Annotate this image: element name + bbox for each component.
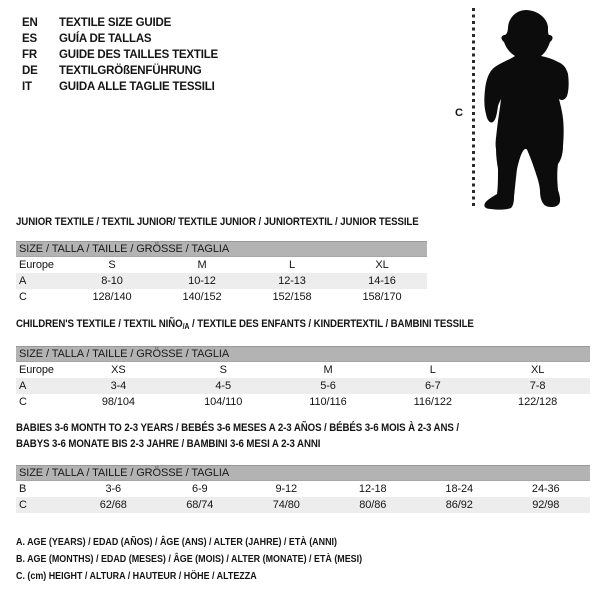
language-code: FR xyxy=(22,49,37,61)
title-subscript: /A xyxy=(182,322,190,331)
size-table-babies xyxy=(16,465,590,513)
table-title-text: BABIES 3-6 MONTH TO 2-3 YEARS / BEBÉS 3-6 MESES A 2-3 AÑOS / BÉBÉS 3-6 MOIS À 2-3 ANS / xyxy=(16,422,459,434)
language-row xyxy=(22,15,218,31)
size-cell: S xyxy=(108,259,116,271)
language-list xyxy=(22,15,218,95)
age-cell: 14-16 xyxy=(368,275,396,287)
age-cell: 3-6 xyxy=(105,483,122,495)
language-label: GUIDA ALLE TAGLIE TESSILI xyxy=(59,81,215,93)
age-cell: 6-7 xyxy=(424,380,441,392)
size-cell: XL xyxy=(375,259,389,271)
size-header-bar: SIZE / TALLA / TAILLE / GRÖSSE / TAGLIA xyxy=(16,241,427,257)
size-cell: XL xyxy=(530,364,545,376)
table-title-junior xyxy=(16,216,474,228)
footnotes xyxy=(16,534,423,585)
row-label: Europe xyxy=(19,259,54,271)
toddler-silhouette-icon xyxy=(484,8,570,210)
row-label: A xyxy=(19,380,27,392)
footnote-b xyxy=(16,551,423,568)
table-title-babies-line1 xyxy=(16,422,519,434)
age-cell: 7-8 xyxy=(529,380,546,392)
age-cell: 12-13 xyxy=(278,275,306,287)
height-cell: 80/86 xyxy=(359,499,387,511)
table-row-months xyxy=(16,481,590,497)
height-cell: 122/128 xyxy=(518,396,558,408)
language-row xyxy=(22,31,218,47)
language-code: ES xyxy=(22,33,37,45)
height-cell: 158/170 xyxy=(362,291,402,303)
footnote-text: C. (cm) HEIGHT / ALTURA / HAUTEUR / HÖHE / ALTEZZA xyxy=(16,570,257,582)
table-row-height xyxy=(16,497,590,513)
size-cell: S xyxy=(219,364,227,376)
table-title-text: BABYS 3-6 MONATE BIS 2-3 JAHRE / BAMBINI 3-6 MESI A 2-3 ANNI xyxy=(16,438,321,450)
language-label: TEXTILGRÖßENFÜHRUNG xyxy=(59,65,202,77)
size-header-bar: SIZE / TALLA / TAILLE / GRÖSSE / TAGLIA xyxy=(16,465,590,481)
footnote-a xyxy=(16,534,423,551)
height-cell: 104/110 xyxy=(204,396,243,408)
age-cell: 10-12 xyxy=(188,275,216,287)
height-cell: 116/122 xyxy=(413,396,452,408)
height-cell: 92/98 xyxy=(532,499,560,511)
table-row-europe xyxy=(16,257,427,273)
language-row xyxy=(22,47,218,63)
language-code: EN xyxy=(22,17,38,29)
size-cell: L xyxy=(429,364,436,376)
height-measure-line xyxy=(472,8,475,207)
table-row-height xyxy=(16,289,427,305)
height-cell: 140/152 xyxy=(182,291,222,303)
title-suffix: / TEXTILE DES ENFANTS / KINDERTEXTIL / BAMBINI TESSILE xyxy=(189,318,474,330)
age-cell: 9-12 xyxy=(275,483,298,495)
language-code: IT xyxy=(22,81,32,93)
height-cell: 110/116 xyxy=(309,396,347,408)
language-label: TEXTILE SIZE GUIDE xyxy=(59,17,172,29)
table-title-text xyxy=(16,318,474,330)
table-row-age xyxy=(16,378,590,394)
row-label: Europe xyxy=(19,364,54,376)
height-cell: 98/104 xyxy=(101,396,135,408)
size-cell: M xyxy=(197,259,207,271)
row-label: A xyxy=(19,275,27,287)
height-measure-label: C xyxy=(455,107,463,119)
height-cell: 152/158 xyxy=(272,291,312,303)
age-cell: 24-36 xyxy=(531,483,560,495)
table-title-text: JUNIOR TEXTILE / TEXTIL JUNIOR/ TEXTILE JUNIOR / JUNIORTEXTIL / JUNIOR TESSILE xyxy=(16,216,419,228)
row-label: C xyxy=(19,291,27,303)
language-label: GUIDE DES TAILLES TEXTILE xyxy=(59,49,218,61)
row-label: B xyxy=(19,483,27,495)
age-cell: 12-18 xyxy=(358,483,387,495)
age-cell: 6-9 xyxy=(191,483,208,495)
language-row xyxy=(22,79,218,95)
table-row-age xyxy=(16,273,427,289)
row-label: C xyxy=(19,499,27,511)
language-row xyxy=(22,63,218,79)
size-table-junior xyxy=(16,241,427,305)
age-cell: 18-24 xyxy=(445,483,474,495)
height-cell: 86/92 xyxy=(445,499,473,511)
height-cell: 62/68 xyxy=(99,499,127,511)
footnote-text: B. AGE (MONTHS) / EDAD (MESES) / ÂGE (MOIS) / ALTER (MONATE) / ETÀ (MESI) xyxy=(16,553,363,565)
table-row-height xyxy=(16,394,590,410)
age-cell: 5-6 xyxy=(320,380,336,392)
language-code: DE xyxy=(22,65,38,77)
size-table-children xyxy=(16,346,590,410)
footnote-c xyxy=(16,568,423,585)
size-cell: XS xyxy=(111,364,126,376)
size-cell: M xyxy=(323,364,333,376)
age-cell: 8-10 xyxy=(101,275,123,287)
footnote-text: A. AGE (YEARS) / EDAD (AÑOS) / ÂGE (ANS) / ALTER (JAHRE) / ETÀ (ANNI) xyxy=(16,536,337,548)
table-title-babies-line2 xyxy=(16,438,362,450)
table-row-europe xyxy=(16,362,590,378)
age-cell: 4-5 xyxy=(215,380,231,392)
language-label: GUÍA DE TALLAS xyxy=(59,33,152,45)
height-cell: 128/140 xyxy=(92,291,132,303)
title-prefix: CHILDREN'S TEXTILE / TEXTIL NIÑO xyxy=(16,318,183,330)
size-header-bar: SIZE / TALLA / TAILLE / GRÖSSE / TAGLIA xyxy=(16,346,590,362)
row-label: C xyxy=(19,396,27,408)
height-cell: 74/80 xyxy=(272,499,300,511)
table-title-children xyxy=(16,318,536,330)
age-cell: 3-4 xyxy=(110,380,127,392)
height-cell: 68/74 xyxy=(186,499,214,511)
size-cell: L xyxy=(288,259,296,271)
